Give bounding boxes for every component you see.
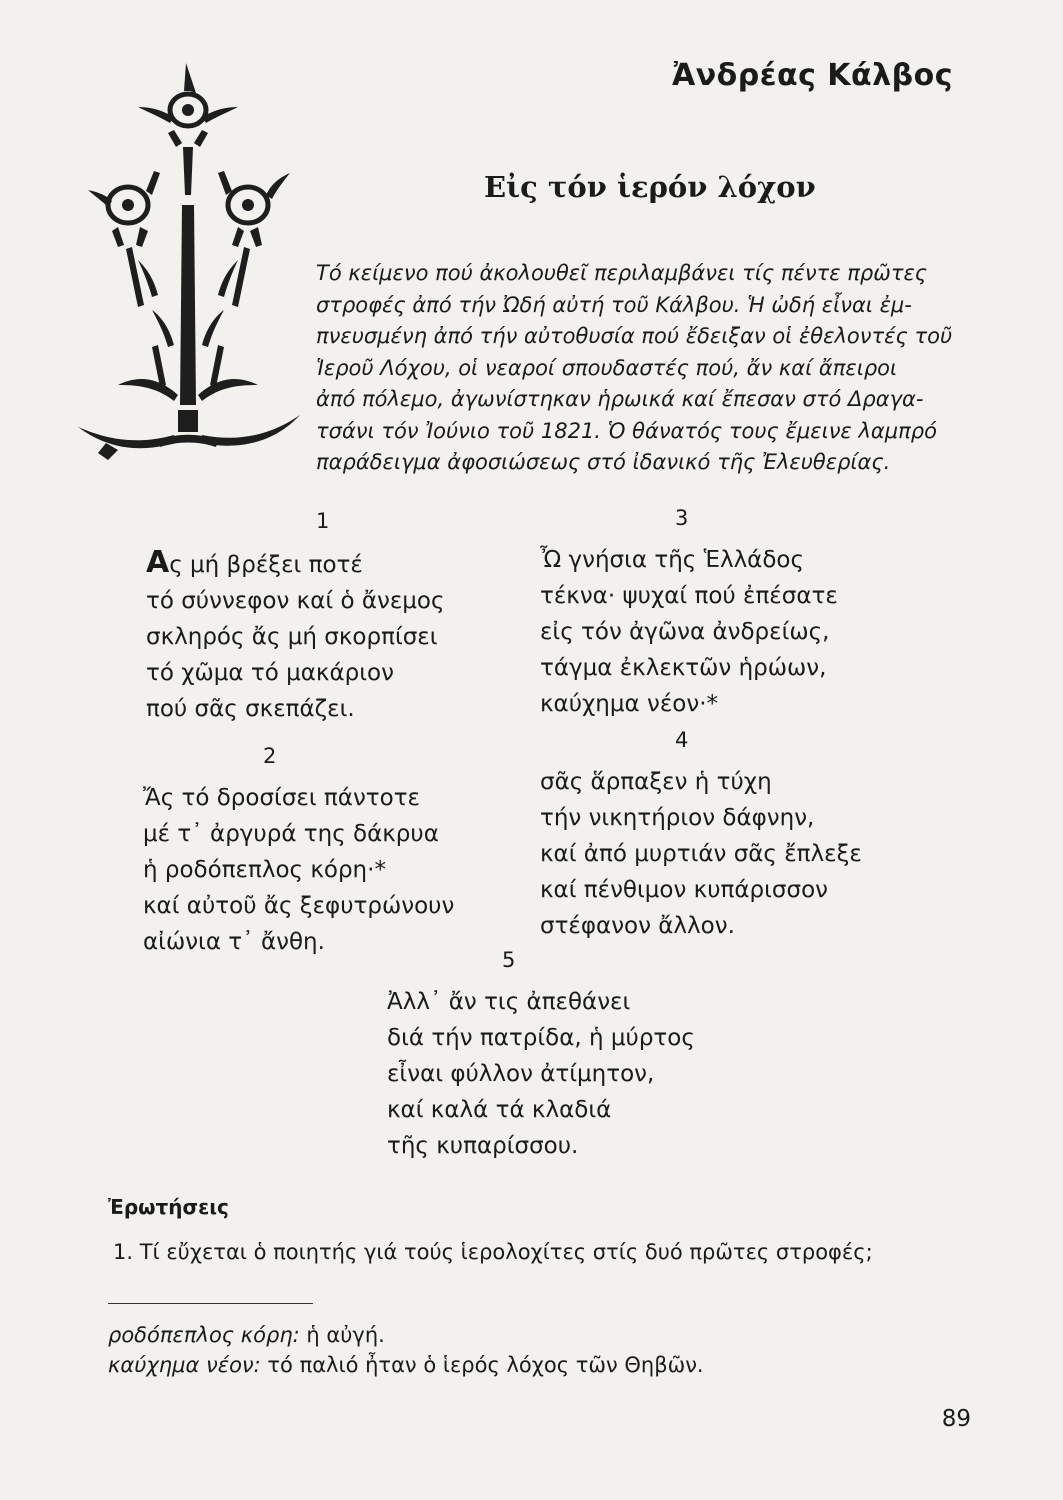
stanza-4 (540, 722, 890, 944)
intro-line: Τό κείμενο πού ἀκολουθεῖ περιλαμβάνει τίς πέντε πρῶτες (316, 261, 928, 285)
stanza-line: καύχημα νέον·* (540, 691, 719, 717)
stanza-number: 5 (502, 948, 516, 972)
footnote (108, 1323, 385, 1347)
stanza-line: σκληρός ἄς μή σκορπίσει (146, 624, 438, 650)
stanza-line: ἡ ροδόπεπλος κόρη·* (143, 857, 386, 883)
intro-paragraph (316, 258, 966, 479)
stanza-line: σᾶς ἅρπαξεν ἡ τύχη (540, 769, 772, 795)
stanza-line: τό σύννεφον καί ὁ ἄνεμος (146, 588, 445, 614)
stanza-line: τῆς κυπαρίσσου. (387, 1133, 579, 1159)
footnote-divider (108, 1303, 313, 1304)
stanza-line: αἰώνια τ᾽ ἄνθη. (143, 929, 325, 955)
stanza-line: τάγμα ἐκλεκτῶν ἡρώων, (540, 655, 827, 681)
stanza-line-text: ς μή βρέξει ποτέ (169, 552, 363, 578)
stanza-line: πού σᾶς σκεπάζει. (146, 696, 355, 722)
drop-initial: Α (146, 545, 170, 580)
stanza-3 (540, 500, 880, 722)
footnote-definition: τό παλιό ἦταν ὁ ἱερός λόχος τῶν Θηβῶν. (260, 1353, 704, 1377)
floral-ornament-icon (78, 55, 308, 465)
intro-line: ἀπό πόλεμο, ἀγωνίστηκαν ἡρωικά καί ἔπεσαν στό Δραγα- (316, 387, 924, 411)
stanza-line: τέκνα· ψυχαί πού ἐπέσατε (540, 583, 838, 609)
footnote (108, 1353, 704, 1377)
stanza-number: 3 (675, 506, 689, 530)
intro-line: πνευσμένη ἀπό τήν αὐτοθυσία πού ἔδειξαν οἱ ἐθελοντές τοῦ (316, 324, 953, 348)
stanza-5 (387, 942, 747, 1164)
stanza-line: καί καλά τά κλαδιά (387, 1097, 612, 1123)
stanza-line: εἶναι φύλλον ἀτίμητον, (387, 1061, 655, 1087)
poem-title: Εἰς τόν ἱερόν λόχον (484, 170, 816, 204)
stanza-line: μέ τ᾽ ἀργυρά της δάκρυα (143, 821, 439, 847)
stanza-line: διά τήν πατρίδα, ἡ μύρτος (387, 1025, 695, 1051)
stanza-line: Ὦ γνήσια τῆς Ἑλλάδος (540, 547, 804, 573)
author-name: Ἀνδρέας Κάλβος (672, 58, 953, 93)
question-item: 1. Τί εὔχεται ὁ ποιητής γιά τούς ἱερολοχίτες στίς δυό πρῶτες στροφές; (113, 1240, 873, 1264)
stanza-number: 1 (316, 509, 330, 533)
stanza-number: 2 (263, 744, 277, 768)
stanza-line: Ἄς τό δροσίσει πάντοτε (143, 785, 420, 811)
stanza-line: καί πένθιμον κυπάρισσον (540, 877, 828, 903)
stanza-1 (146, 503, 445, 727)
stanza-line (146, 545, 396, 583)
page-number: 89 (941, 1406, 971, 1432)
stanza-number: 4 (675, 728, 689, 752)
intro-line: Ἱεροῦ Λόχου, οἱ νεαροί σπουδαστές πού, ἄν καί ἄπειροι (316, 355, 898, 380)
stanza-line: Ἀλλ᾽ ἄν τις ἀπεθάνει (387, 989, 631, 1015)
stanza-2 (143, 738, 463, 960)
stanza-line: καί αὐτοῦ ἄς ξεφυτρώνουν (143, 893, 455, 919)
footnote-term: καύχημα νέον: (108, 1353, 261, 1377)
stanza-line: τό χῶμα τό μακάριον (146, 660, 394, 686)
intro-line: τσάνι τόν Ἰούνιο τοῦ 1821. Ὁ θάνατός τους ἔμεινε λαμπρό (316, 418, 937, 443)
questions-heading: Ἐρωτήσεις (108, 1195, 229, 1219)
stanza-line: τήν νικητήριον δάφνην, (540, 805, 815, 831)
intro-line: παράδειγμα ἀφοσιώσεως στό ἰδανικό τῆς Ἐλευθερίας. (316, 450, 891, 474)
intro-line: στροφές ἀπό τήν Ὠδή αὐτή τοῦ Κάλβου. Ἡ ὠδή εἶναι ἐμ- (316, 292, 912, 317)
stanza-line: εἰς τόν ἀγῶνα ἀνδρείως, (540, 619, 830, 645)
footnote-term: ροδόπεπλος κόρη: (108, 1323, 300, 1347)
stanza-line: στέφανον ἄλλον. (540, 913, 735, 939)
footnote-definition: ἡ αὐγή. (299, 1323, 385, 1347)
stanza-line: καί ἀπό μυρτιάν σᾶς ἔπλεξε (540, 841, 862, 867)
